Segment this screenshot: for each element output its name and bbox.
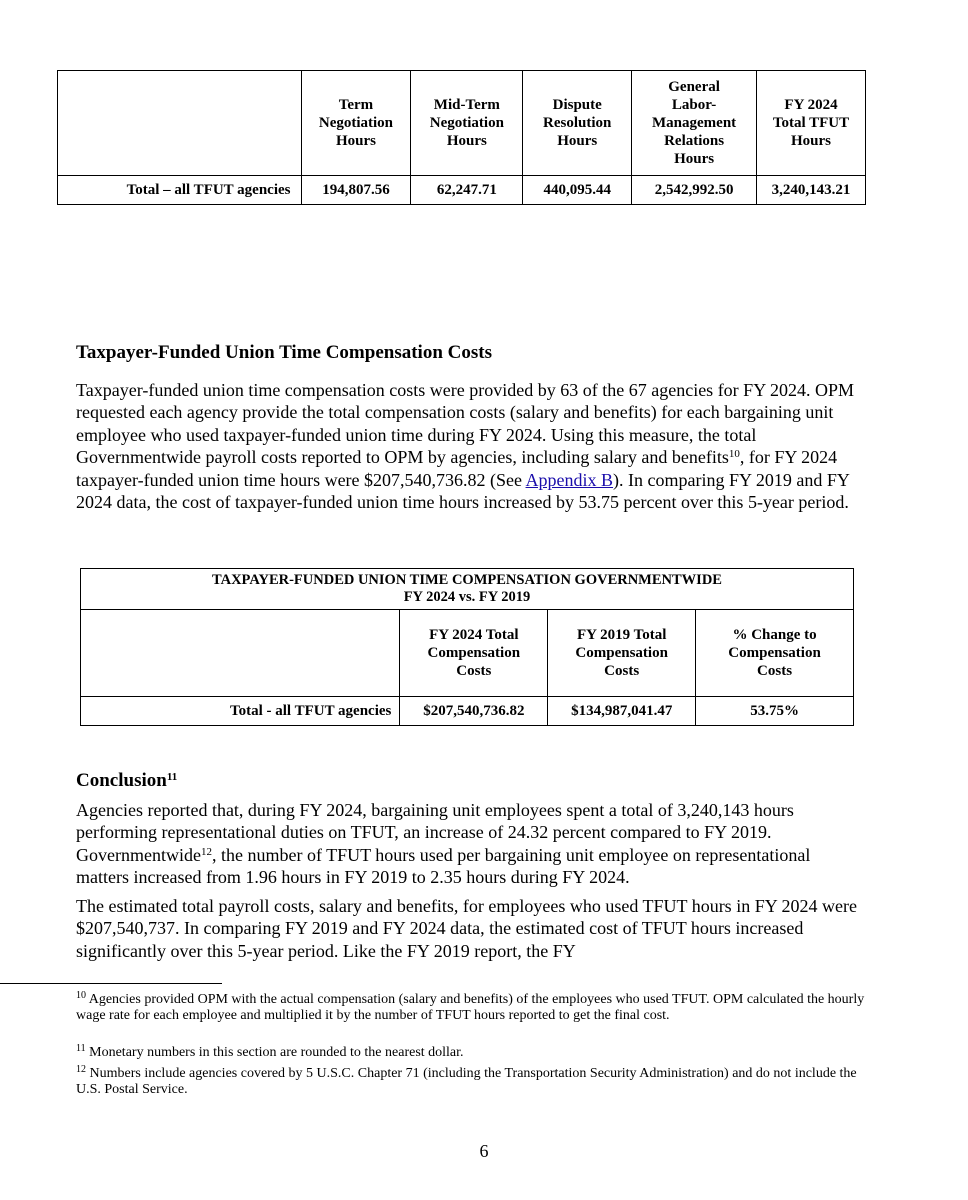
row-label: Total - all TFUT agencies (81, 697, 400, 726)
table-header-row (81, 610, 854, 697)
compensation-table (80, 568, 854, 726)
conclusion-paragraph: Agencies reported that, during FY 2024, bargaining unit employees spent a total of 3,240,143 hours performing representational duties on TFUT, an increase of 24.32 percent compared to FY 2019. Governmentwide$^{12}$, the number of TFUT hours used per bargaining unit employee on representational matters increased from 1.96 hours in FY 2019 to 2.35 hours during FY 2024. (76, 800, 811, 888)
table-header-cell: Term Negotiation Hours (301, 71, 411, 176)
footnote: $^{10}$ Agencies provided OPM with the actual compensation (salary and benefits) of the employees who used TFUT. OPM calculated the hourly wage rate for each employee and multiplied it by the number of TFUT hours reported to get the final cost. (76, 990, 865, 1023)
footnote-ref: 12 (200, 845, 212, 858)
conclusion-heading: Conclusion$^{11}$ (76, 770, 178, 791)
footnote-ref: 11 (166, 771, 178, 783)
table-cell: $207,540,736.82 (400, 697, 548, 726)
table-header-cell: % Change to Compensation Costs (696, 610, 854, 697)
section-heading: Taxpayer-Funded Union Time Compensation Costs (76, 342, 492, 363)
table-cell: 194,807.56 (301, 176, 411, 205)
table-header-cell (58, 71, 302, 176)
table-header-cell: FY 2024 Total TFUT Hours (757, 71, 866, 176)
footnote-ref: 10 (728, 448, 740, 461)
table-header-cell (81, 610, 400, 697)
table-cell: 2,542,992.50 (632, 176, 757, 205)
table-header-row (58, 71, 866, 176)
table-header-cell: Mid-Term Negotiation Hours (411, 71, 523, 176)
row-label: Total – all TFUT agencies (58, 176, 302, 205)
table-header-cell: General Labor- Management Relations Hours (632, 71, 757, 176)
table-cell: 53.75% (696, 697, 854, 726)
tfut-hours-table (57, 70, 866, 205)
footnote-divider (0, 983, 222, 984)
table-row (81, 697, 854, 726)
section-paragraph: Taxpayer-funded union time compensation costs were provided by 63 of the 67 agencies for FY 2024. OPM requested each agency provide the total compensation costs (salary and benefits) for each bargaining unit employee who used taxpayer-funded union time during FY 2024. Using this measure, the total Governmentwide payroll costs reported to OPM by agencies, including salary and benefits$^{10}$, for FY 2024 taxpayer-funded union time hours were $207,540,736.82 (See Appendix B). In comparing FY 2019 and FY 2024 data, the cost of taxpayer-funded union time hours increased by 53.75 percent over this 5-year period. (76, 380, 855, 513)
table-cell: 3,240,143.21 (757, 176, 866, 205)
table-title: TAXPAYER-FUNDED UNION TIME COMPENSATION GOVERNMENTWIDE FY 2024 vs. FY 2019 (81, 569, 854, 610)
table-cell: 62,247.71 (411, 176, 523, 205)
table-title-row (81, 569, 854, 610)
table-header-cell: FY 2019 Total Compensation Costs (548, 610, 696, 697)
table-cell: $134,987,041.47 (548, 697, 696, 726)
appendix-b-link[interactable]: Appendix B (525, 469, 614, 490)
table-row (58, 176, 866, 205)
footnote: $^{12}$ Numbers include agencies covered by 5 U.S.C. Chapter 71 (including the Transportation Security Administration) and do not include the U.S. Postal Service. (76, 1064, 857, 1097)
page-number: 6 (479, 1141, 489, 1161)
footnote: $^{11}$ Monetary numbers in this section are rounded to the nearest dollar. (76, 1043, 464, 1060)
table-header-cell: FY 2024 Total Compensation Costs (400, 610, 548, 697)
table-header-cell: Dispute Resolution Hours (523, 71, 632, 176)
conclusion-paragraph: The estimated total payroll costs, salary and benefits, for employees who used TFUT hours in FY 2024 were $207,540,737. In comparing FY 2019 and FY 2024 data, the estimated cost of TFUT hours increased significantly over this 5-year period. Like the FY 2019 report, the FY (76, 896, 858, 961)
table-cell: 440,095.44 (523, 176, 632, 205)
